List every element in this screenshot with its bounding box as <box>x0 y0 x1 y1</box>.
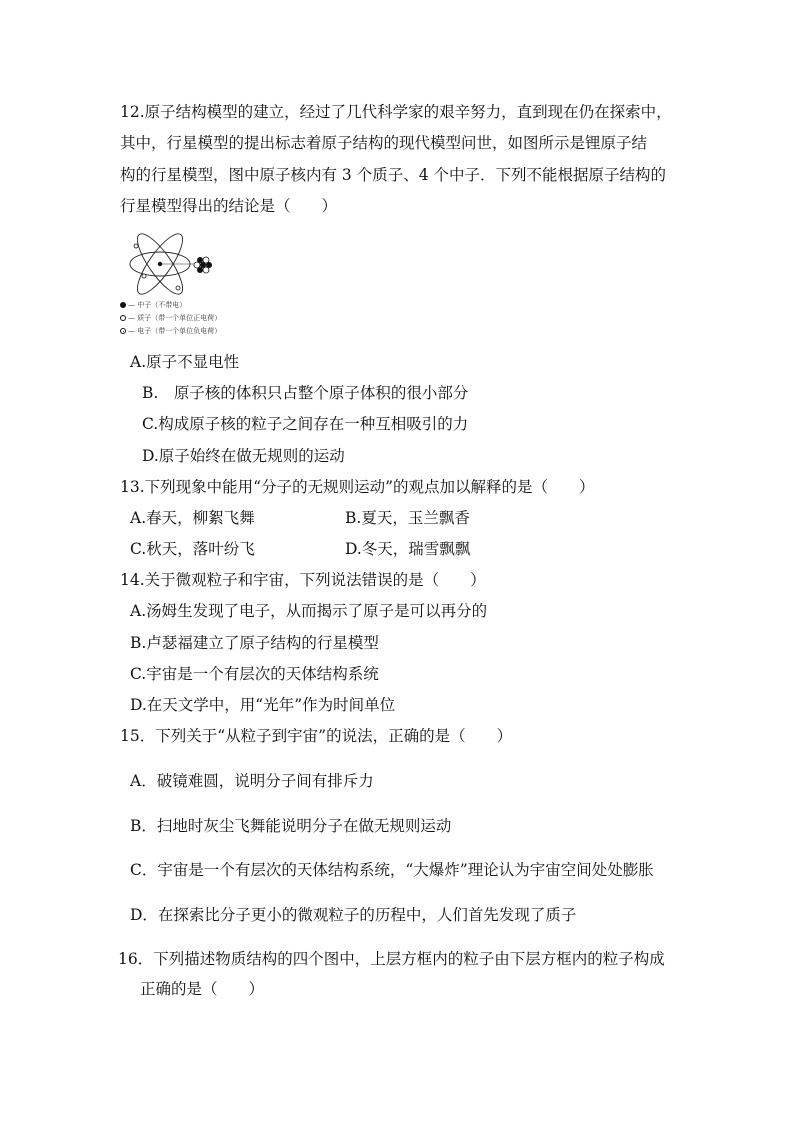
q13-option-a: A.春天，柳絮飞舞 <box>130 509 255 527</box>
electron-symbol-icon <box>120 328 126 334</box>
q12-option-a: A.原子不显电性 <box>130 353 240 371</box>
q14-option-a: A.汤姆生发现了电子，从而揭示了原子是可以再分的 <box>130 602 488 620</box>
q15-option-a: A．破镜难圆，说明分子间有排斥力 <box>130 772 374 790</box>
q12-stem-line-2: 其中，行星模型的提出标志着原子结构的现代模型问世，如图所示是锂原子结 <box>120 134 648 152</box>
q16-stem-line-1: 16．下列描述物质结构的四个图中，上层方框内的粒子由下层方框内的粒子构成 <box>118 950 665 968</box>
q15-option-d: D．在探索比分子更小的微观粒子的历程中，人们首先发现了质子 <box>130 906 577 924</box>
q12-option-c: C.构成原子核的粒子之间存在一种互相吸引的力 <box>142 415 469 433</box>
q15-stem: 15．下列关于“从粒子到宇宙”的说法，正确的是（ ） <box>120 727 513 745</box>
q12-option-b: B. 原子核的体积只占整个原子体积的很小部分 <box>142 384 469 402</box>
proton-symbol-icon <box>120 315 126 321</box>
legend-proton: — 质子（带一个单位正电荷） <box>120 314 221 323</box>
q16-stem-line-2: 正确的是（ ） <box>140 980 265 998</box>
q15-option-b: B．扫地时灰尘飞舞能说明分子在做无规则运动 <box>130 817 452 835</box>
lithium-atom-model-diagram <box>118 226 228 304</box>
q13-option-c: C.秋天，落叶纷飞 <box>130 540 255 558</box>
legend-electron: — 电子（带一个单位负电荷） <box>120 327 221 336</box>
q14-option-c: C.宇宙是一个有层次的天体结构系统 <box>130 665 379 683</box>
q13-option-d: D.冬天，瑞雪飘飘 <box>345 540 471 558</box>
q12-stem-line-4: 行星模型得出的结论是（ ） <box>120 197 338 215</box>
q12-option-d: D.原子始终在做无规则的运动 <box>142 447 345 465</box>
q13-option-b: B.夏天，玉兰飘香 <box>345 509 470 527</box>
q14-option-b: B.卢瑟福建立了原子结构的行星模型 <box>130 634 379 652</box>
q14-option-d: D.在天文学中，用“光年”作为时间单位 <box>130 696 396 714</box>
legend-neutron: — 中子（不带电） <box>120 301 186 310</box>
neutron-symbol-icon <box>120 302 126 308</box>
q12-stem-line-3: 构的行星模型，图中原子核内有 3 个质子、4 个中子．下列不能根据原子结构的 <box>120 166 667 184</box>
q12-stem-line-1: 12.原子结构模型的建立，经过了几代科学家的艰辛努力，直到现在仍在探索中， <box>120 103 672 121</box>
q13-stem: 13.下列现象中能用“分子的无规则运动”的观点加以解释的是（ ） <box>120 478 595 496</box>
q14-stem: 14.关于微观粒子和宇宙，下列说法错误的是（ ） <box>120 571 486 589</box>
q15-option-c: C．宇宙是一个有层次的天体结构系统，“大爆炸”理论认为宇宙空间处处膨胀 <box>130 861 654 879</box>
